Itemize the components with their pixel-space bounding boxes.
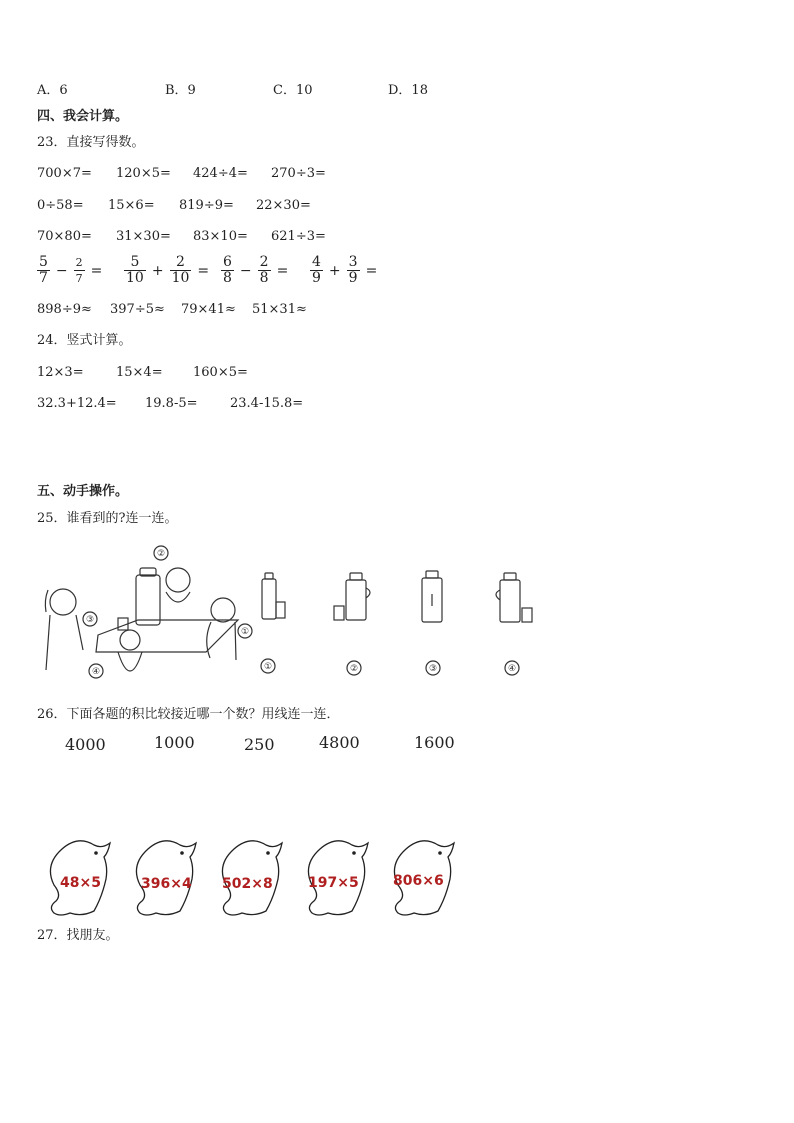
vertical-calc-item: 12×3= (37, 365, 84, 380)
product-expression: 396×4 (141, 876, 192, 892)
view-label-3: ③ (428, 664, 438, 674)
vertical-calc-item: 32.3+12.4= (37, 396, 117, 411)
product-expression: 197×5 (308, 875, 359, 891)
table-shape (96, 620, 238, 652)
view-3-drawing (422, 571, 442, 675)
calc-item: 424÷4= (193, 166, 248, 181)
calc-item: 700×7= (37, 166, 92, 181)
viewpoint-illustration (38, 540, 558, 690)
q25-title: 25．谁看到的?连一连。 (37, 511, 178, 526)
calc-item: 31×30= (116, 229, 171, 244)
view-label-4: ④ (507, 664, 517, 674)
q23-title: 23．直接写得数。 (37, 135, 145, 150)
vertical-calc-item: 19.8-5= (145, 396, 198, 411)
calc-item: 621÷3= (271, 229, 326, 244)
person-1 (211, 598, 235, 622)
view-label-1: ① (263, 662, 273, 672)
estimate-item: 898÷9≈ (37, 302, 92, 317)
q26-title: 26．下面各题的积比较接近哪一个数？用线连一连． (37, 707, 340, 722)
calc-item: 22×30= (256, 198, 311, 213)
q24-title: 24．竖式计算。 (37, 333, 132, 348)
person-4 (120, 630, 140, 650)
product-expression: 48×5 (60, 875, 101, 891)
vertical-calc-item: 23.4-15.8= (230, 396, 304, 411)
estimate-item: 51×31≈ (252, 302, 307, 317)
choice-a: A．6 (37, 83, 68, 98)
calc-item: 83×10= (193, 229, 248, 244)
section-4-heading: 四、我会计算。 (37, 109, 129, 124)
thermos-shape (136, 575, 160, 625)
fraction-expression: 5 10 + $\frac{2}{10}$ = (126, 254, 210, 286)
target-number: 4800 (319, 733, 360, 752)
calc-item: 15×6= (108, 198, 155, 213)
calc-item: 70×80= (37, 229, 92, 244)
estimate-item: 79×41≈ (181, 302, 236, 317)
choice-d: D．18 (388, 83, 428, 98)
product-expression: 502×8 (222, 876, 273, 892)
estimate-item: 397÷5≈ (110, 302, 165, 317)
vertical-calc-item: 160×5= (193, 365, 248, 380)
section-5-heading: 五、动手操作。 (37, 484, 129, 499)
calc-item: 0÷58= (37, 198, 84, 213)
view-1-drawing (261, 573, 285, 673)
view-2-drawing (334, 573, 370, 675)
vertical-calc-item: 15×4= (116, 365, 163, 380)
calc-item: 819÷9= (179, 198, 234, 213)
person-3 (50, 589, 76, 615)
target-number: 1000 (154, 733, 195, 752)
fraction-expression: 4 9 + $\frac{3}{9}$ = (312, 254, 378, 286)
calc-item: 270÷3= (271, 166, 326, 181)
fraction-expression: 6 8 − $\frac{2}{8}$ = (223, 254, 289, 286)
scene-label-3: ③ (85, 615, 95, 625)
q27-title: 27．找朋友。 (37, 928, 119, 943)
choice-c: C．10 (273, 83, 313, 98)
fraction-expression: 5 7 − $\frac{2}{7}$ = (39, 254, 103, 286)
person-2 (166, 568, 190, 592)
scene-label-2: ② (156, 549, 166, 559)
view-label-2: ② (349, 664, 359, 674)
target-number: 4000 (65, 735, 106, 754)
scene-label-1: ① (240, 627, 250, 637)
calc-item: 120×5= (116, 166, 171, 181)
target-number: 250 (244, 735, 275, 754)
view-4-drawing (496, 573, 532, 675)
choice-b: B．9 (165, 83, 196, 98)
scene-label-4: ④ (91, 667, 101, 677)
target-number: 1600 (414, 733, 455, 752)
product-expression: 806×6 (393, 873, 444, 889)
